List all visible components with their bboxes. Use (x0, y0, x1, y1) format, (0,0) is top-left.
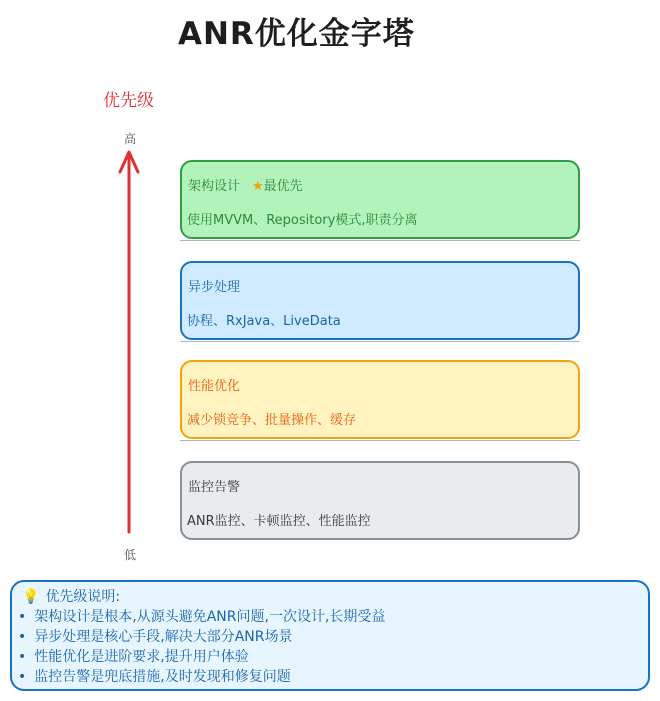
layer-performance-optimization (180, 360, 580, 439)
layer-name: 监控告警 (188, 480, 241, 495)
layer-architecture-design (180, 160, 580, 239)
priority-high-label: 高 (124, 132, 137, 146)
diagram-title: ANR优化金字塔 (178, 16, 415, 52)
layer-desc: ANR监控、卡顿监控、性能监控 (187, 514, 371, 529)
note-item: • 性能优化是进阶要求,提升用户体验 (18, 647, 385, 667)
layer-divider (180, 341, 580, 342)
priority-axis-label: 优先级 (103, 91, 154, 111)
note-list (18, 607, 385, 687)
note-item: • 异步处理是核心手段,解决大部分ANR场景 (18, 627, 385, 647)
layer-name: 架构设计 ★最优先 (188, 179, 303, 194)
layer-name: 异步处理 (188, 280, 241, 295)
star-icon: ★ (252, 179, 264, 194)
layer-monitoring-alerting (180, 461, 580, 540)
lightbulb-icon: 💡 (22, 589, 40, 605)
priority-note-box (10, 580, 650, 691)
layer-desc: 减少锁竞争、批量操作、缓存 (187, 413, 357, 428)
layer-divider (180, 240, 580, 241)
priority-arrow (112, 146, 146, 536)
layer-name: 性能优化 (188, 379, 241, 394)
priority-low-label: 低 (124, 548, 137, 562)
note-header: 💡 优先级说明: (22, 589, 121, 605)
note-item: • 架构设计是根本,从源头避免ANR问题,一次设计,长期受益 (18, 607, 385, 627)
layer-async-processing (180, 261, 580, 340)
priority-badge: 最优先 (263, 179, 303, 194)
layer-desc: 使用MVVM、Repository模式,职责分离 (187, 213, 418, 228)
note-item: • 监控告警是兜底措施,及时发现和修复问题 (18, 667, 385, 687)
layer-divider (180, 440, 580, 441)
layer-desc: 协程、RxJava、LiveData (187, 314, 341, 329)
